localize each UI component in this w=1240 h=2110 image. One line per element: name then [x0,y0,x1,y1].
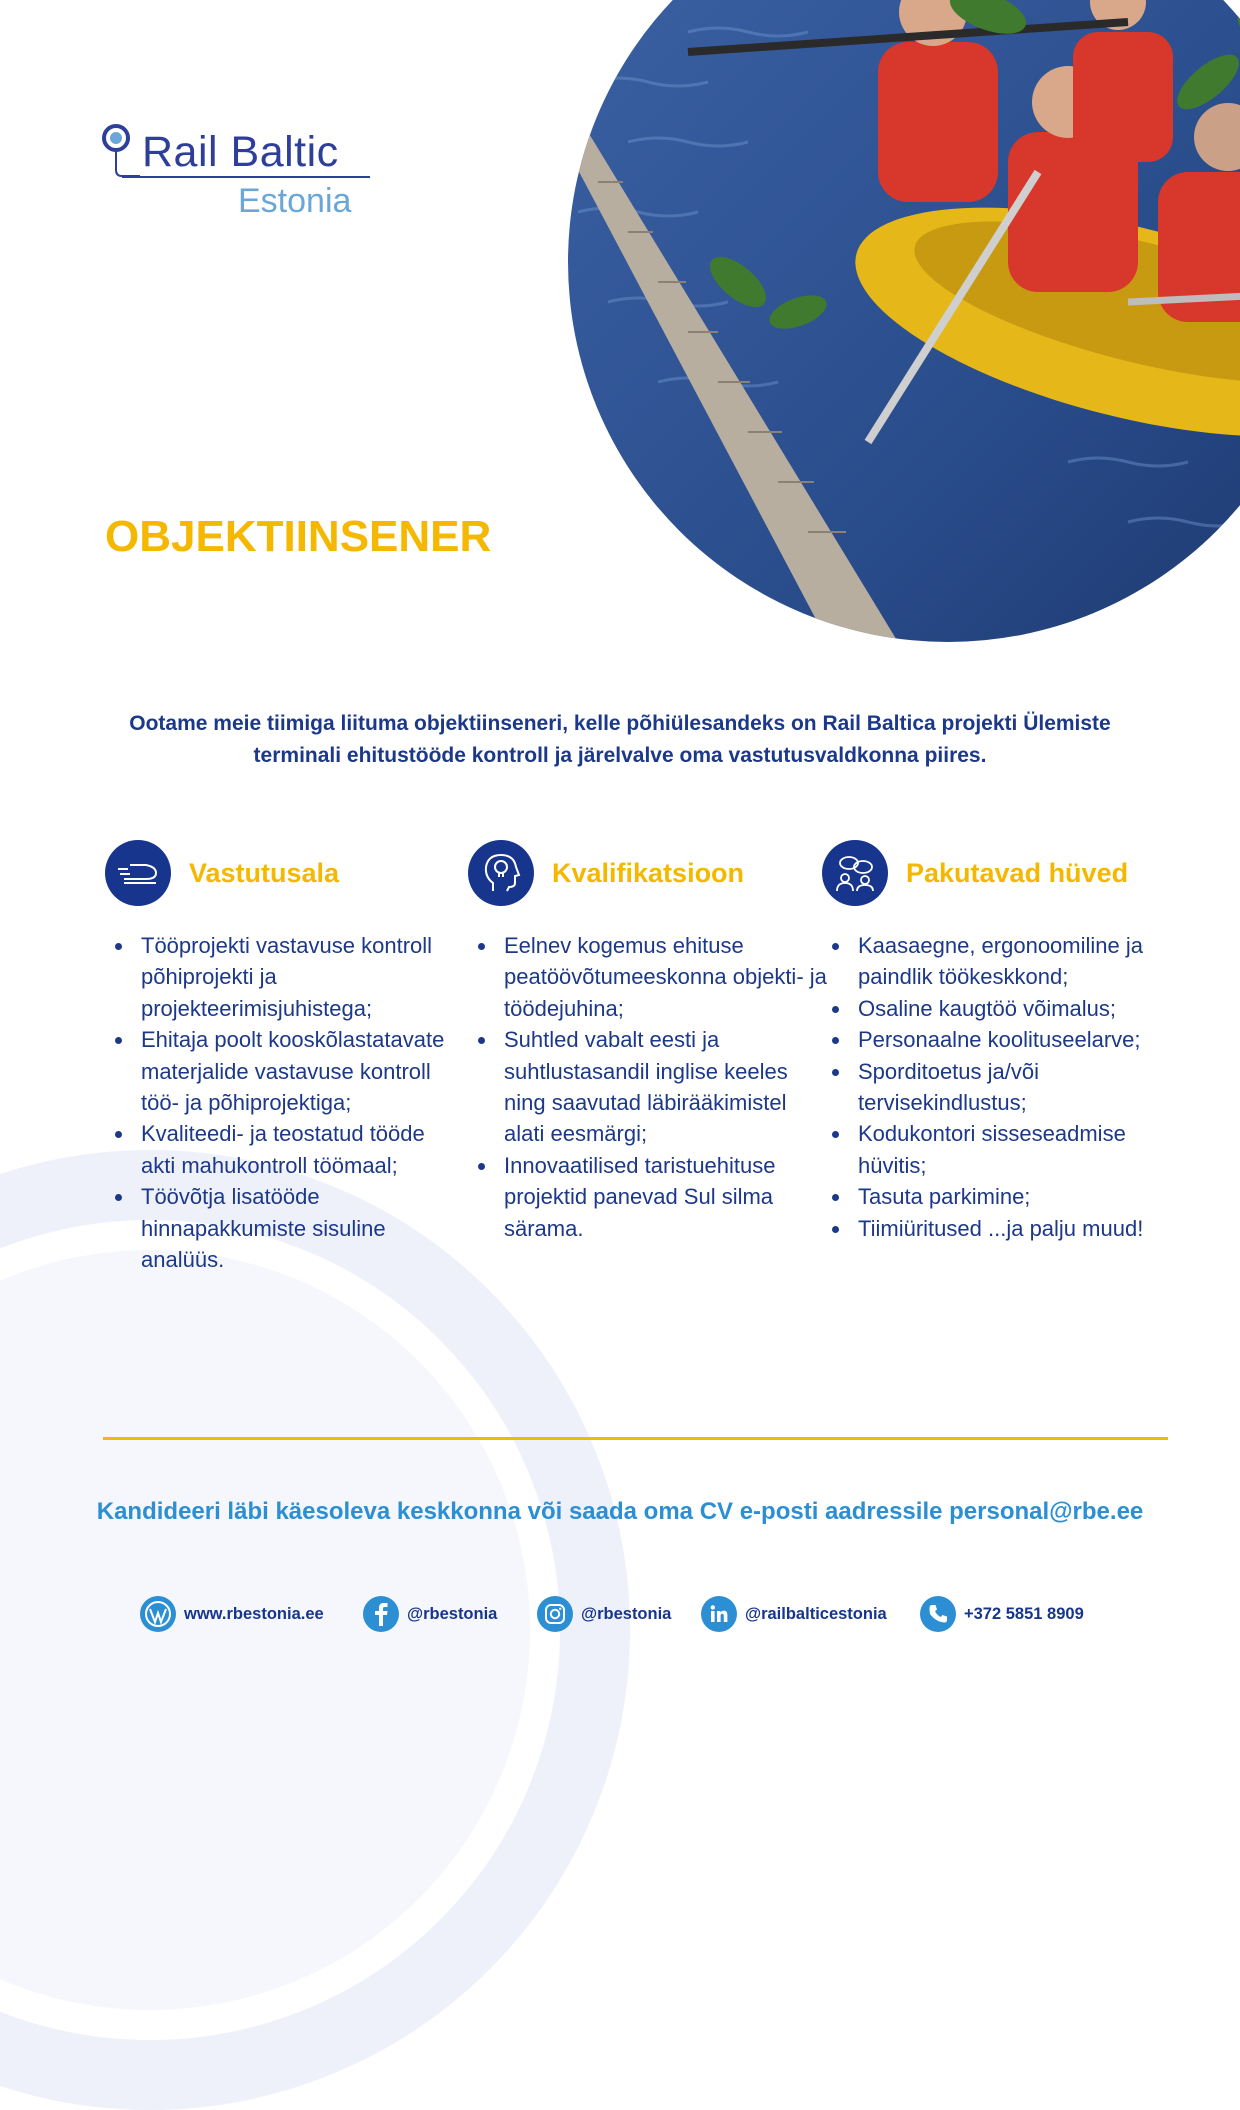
contact-label: +372 5851 8909 [964,1604,1084,1623]
column-title: Vastutusala [189,857,340,888]
qualifications-list [468,930,828,1244]
instagram-icon [537,1596,573,1632]
head-lightbulb-icon [468,840,534,906]
list-item: Ehitaja poolt kooskõlastatavate materjalide vastavuse kontroll töö- ja põhiprojektiga; [141,1024,465,1118]
contact-label: @railbalticestonia [745,1604,887,1623]
list-item: Tasuta parkimine; [858,1181,1182,1212]
contact-phone[interactable] [920,1596,1084,1632]
contact-label: @rbestonia [581,1604,672,1623]
contact-instagram[interactable] [537,1596,671,1632]
people-chat-icon [822,840,888,906]
section-divider [103,1437,1168,1440]
column-title: Kvalifikatsioon [552,857,745,888]
column-title: Pakutavad hüved [906,857,1129,888]
list-item: Osaline kaugtöö võimalus; [858,993,1182,1024]
wordpress-icon [140,1596,176,1632]
list-item: Innovaatilised taristuehituse projektid panevad Sul silma särama. [504,1150,828,1244]
column-header [468,840,828,906]
column-header [822,840,1182,906]
logo-text-rail-baltic: Rail Baltic [142,128,339,176]
contact-label: @rbestonia [407,1604,498,1623]
list-item: Tiimiüritused ...ja palju muud! [858,1213,1182,1244]
contact-facebook[interactable] [363,1596,497,1632]
facebook-icon [363,1596,399,1632]
column-header [105,840,465,906]
rail-baltic-logo [100,122,370,222]
column-pakutavad-huved [822,840,1182,1244]
list-item: Tööprojekti vastavuse kontroll põhiprojekti ja projekteerimisjuhistega; [141,930,465,1024]
list-item: Sporditoetus ja/või tervisekindlustus; [858,1056,1182,1119]
logo-ring-icon [100,122,144,192]
phone-icon [920,1596,956,1632]
list-item: Kvaliteedi- ja teostatud tööde akti mahukontroll töömaal; [141,1118,465,1181]
logo-text-estonia: Estonia [238,182,352,220]
team-rafting-photo [568,0,1240,642]
list-item: Töövõtja lisatööde hinnapakkumiste sisuline analüüs. [141,1181,465,1275]
list-item: Personaalne koolituseelarve; [858,1024,1182,1055]
apply-text: Kandideeri läbi käesoleva keskkonna või saada oma CV e-posti aadressile personal@rbe.ee [96,1498,1144,1525]
contact-website[interactable] [140,1596,324,1632]
list-item: Eelnev kogemus ehituse peatöövõtumeeskonna objekti- ja töödejuhina; [504,930,828,1024]
train-icon [105,840,171,906]
intro-text: Ootame meie tiimiga liituma objektiinseneri, kelle põhiülesandeks on Rail Baltica projekti Ülemiste terminali ehitustööde kontroll ja järelvalve oma vastutusvaldkonna piires. [129,712,1111,767]
job-title: OBJEKTIINSENER [105,512,492,561]
column-kvalifikatsioon [468,840,828,1244]
contact-linkedin[interactable] [701,1596,887,1632]
list-item: Suhtled vabalt eesti ja suhtlustasandil inglise keeles ning saavutad läbirääkimistel alati eesmärgi; [504,1024,828,1150]
logo-underline [122,176,370,178]
linkedin-icon [701,1596,737,1632]
contact-label: www.rbestonia.ee [184,1604,324,1623]
list-item: Kaasaegne, ergonoomiline ja paindlik töökeskkond; [858,930,1182,993]
list-item: Kodukontori sisseseadmise hüvitis; [858,1118,1182,1181]
responsibilities-list [105,930,465,1275]
benefits-list [822,930,1182,1244]
column-vastutusala [105,840,465,1275]
